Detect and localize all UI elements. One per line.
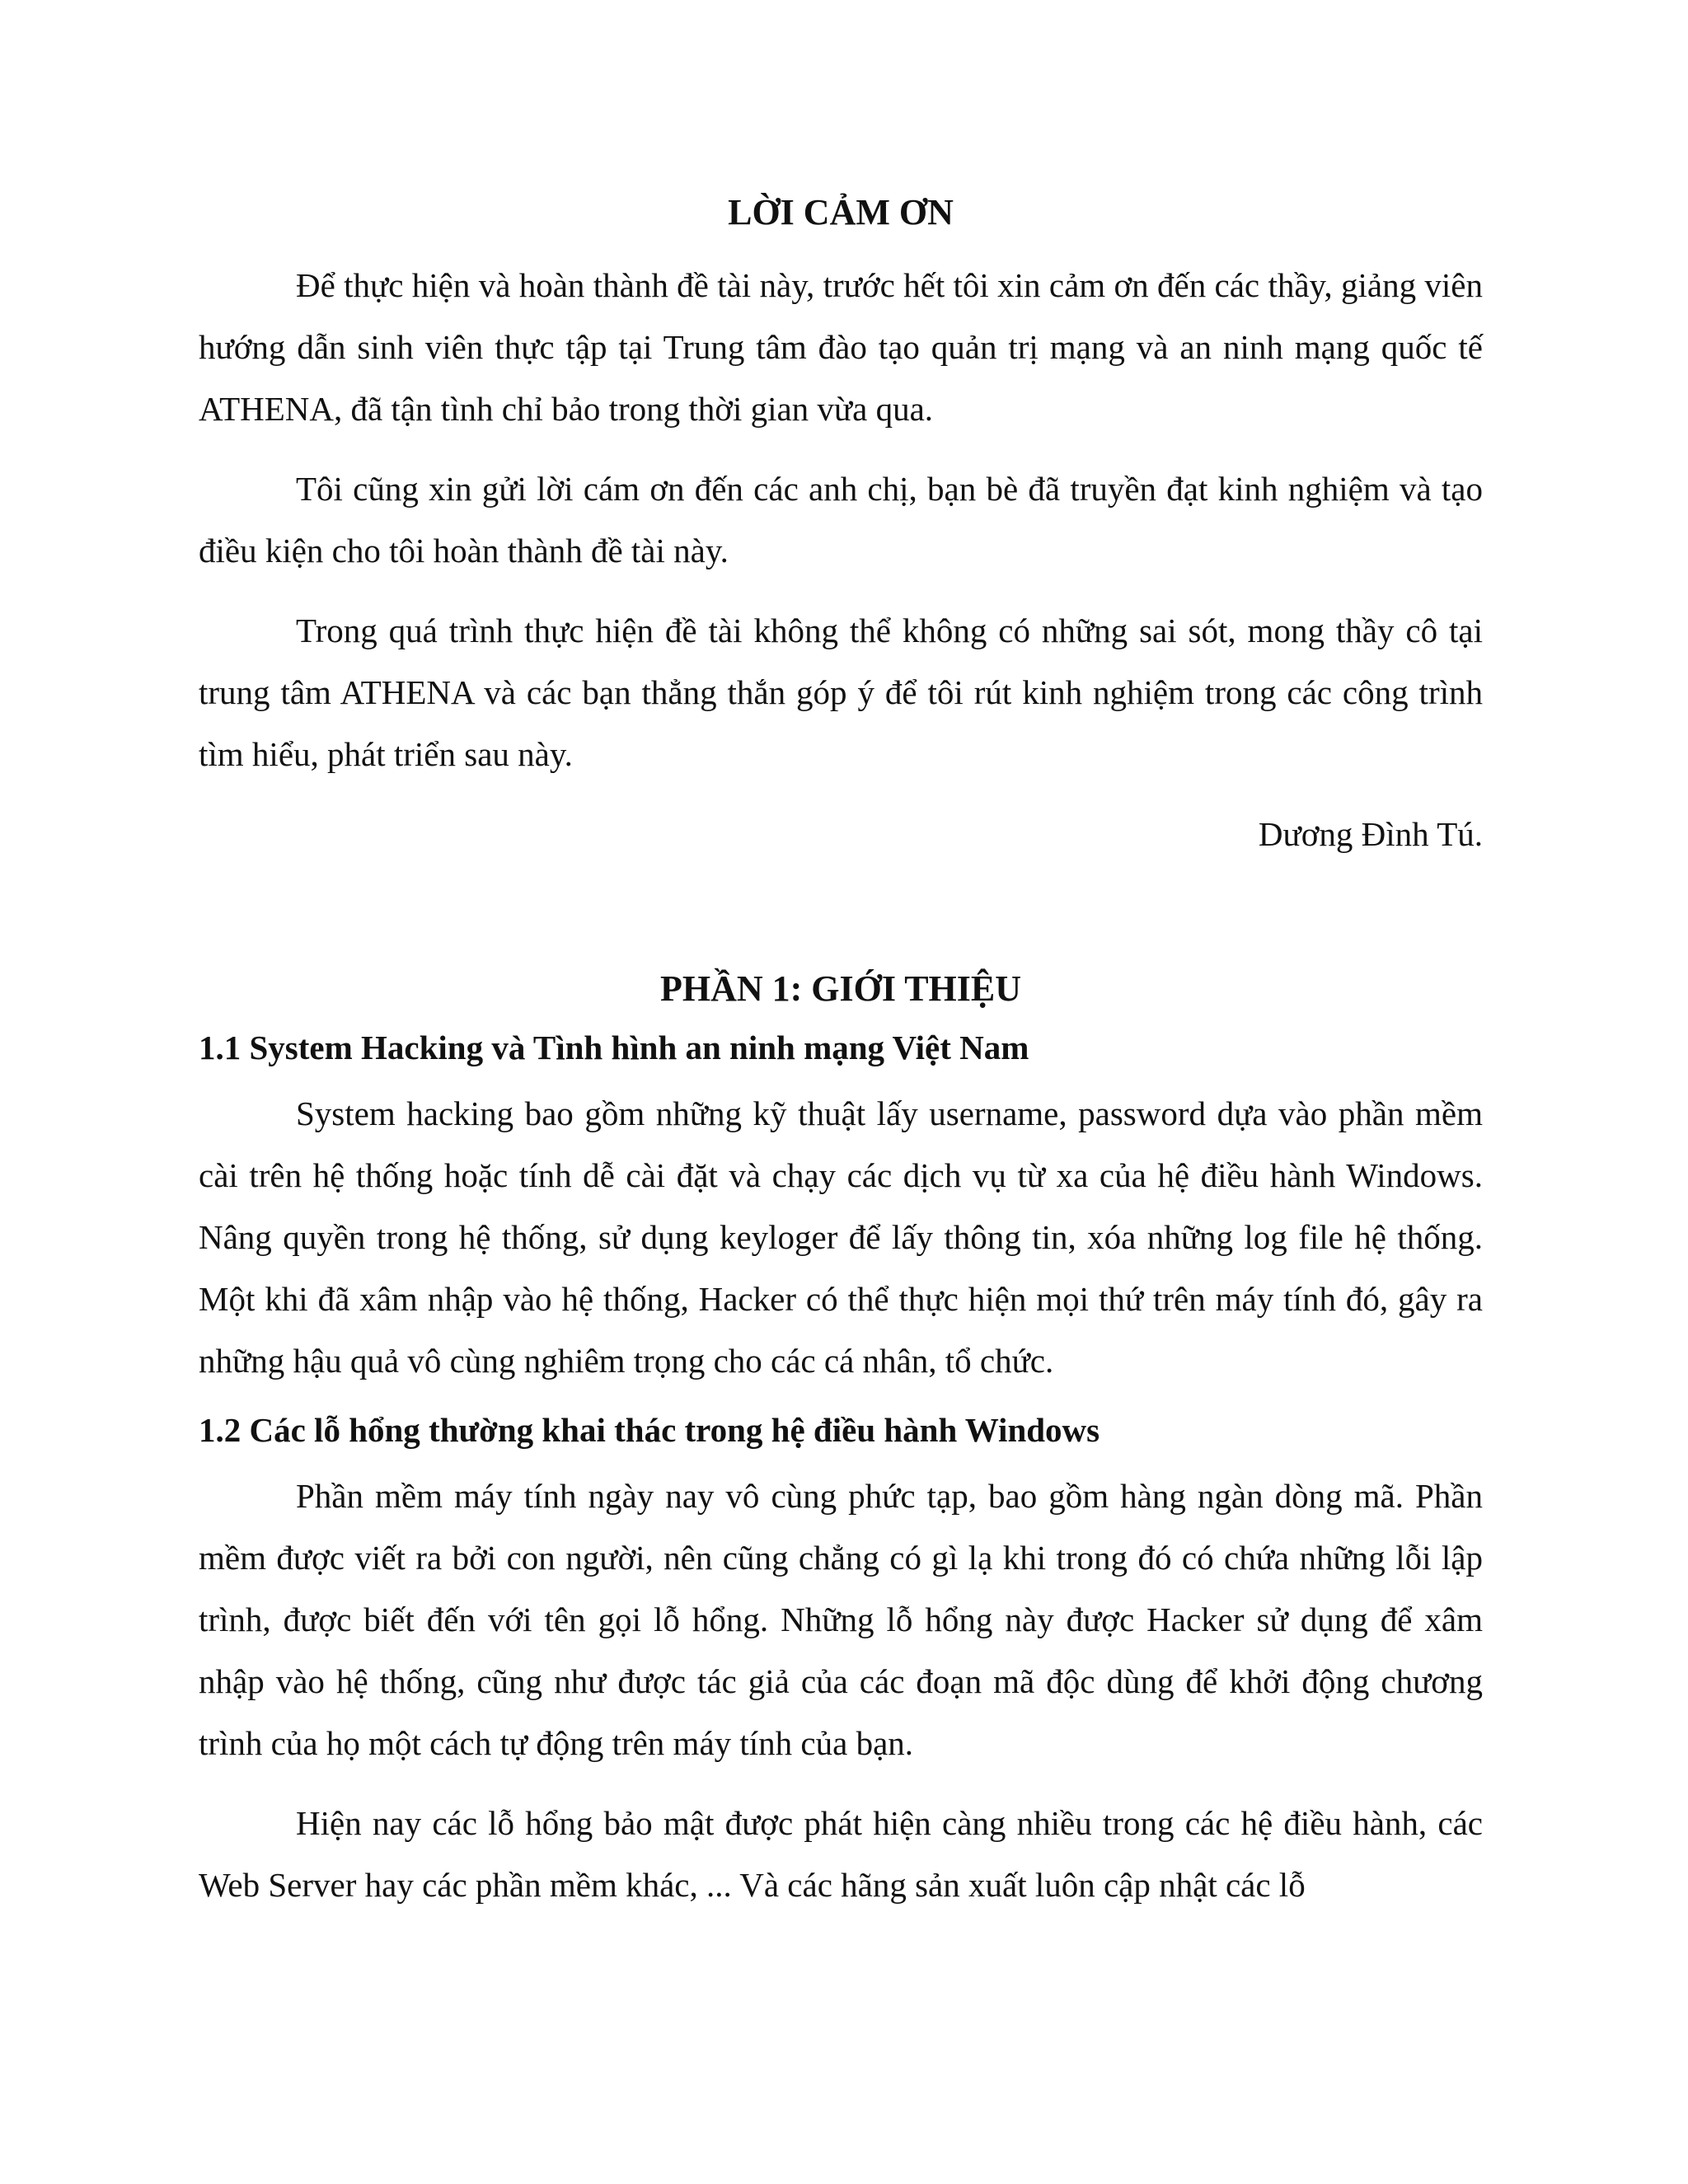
- acknowledgement-paragraph: Trong quá trình thực hiện đề tài không thể không có những sai sót, mong thầy cô tại trung tâm ATHENA và các bạn thẳng thắn góp ý để tôi rút kinh nghiệm trong các công trình tìm hiểu, phát triển sau này.: [199, 611, 1483, 773]
- part-title: PHẦN 1: GIỚI THIỆU: [659, 968, 1022, 1009]
- section-heading: 1.2 Các lỗ hổng thường khai thác trong hệ điều hành Windows: [199, 1410, 1100, 1449]
- section-paragraph: Hiện nay các lỗ hổng bảo mật được phát hiện càng nhiều trong các hệ điều hành, các Web Server hay các phần mềm khác, ... Và các hãng sản xuất luôn cập nhật các lỗ: [199, 1803, 1483, 1904]
- acknowledgement-paragraph: Tôi cũng xin gửi lời cám ơn đến các anh chị, bạn bè đã truyền đạt kinh nghiệm và tạo điều kiện cho tôi hoàn thành đề tài này.: [199, 469, 1483, 569]
- section-heading: 1.1 System Hacking và Tình hình an ninh mạng Việt Nam: [199, 1028, 1029, 1066]
- author-signature: Dương Đình Tú.: [1258, 814, 1483, 853]
- document-content: [199, 181, 1483, 1934]
- acknowledgement-title: LỜI CẢM ƠN: [728, 192, 954, 232]
- section-paragraph: Phần mềm máy tính ngày nay vô cùng phức tạp, bao gồm hàng ngàn dòng mã. Phần mềm được viết ra bởi con người, nên cũng chẳng có gì lạ khi trong đó có chứa những lỗi lập trình, được biết đến với tên gọi lỗ hổng. Những lỗ hổng này được Hacker sử dụng để xâm nhập vào hệ thống, cũng như được tác giả của các đoạn mã độc dùng để khởi động chương trình của họ một cách tự động trên máy tính của bạn.: [199, 1476, 1483, 1762]
- section-paragraph: System hacking bao gồm những kỹ thuật lấy username, password dựa vào phần mềm cài trên hệ thống hoặc tính dễ cài đặt và chạy các dịch vụ từ xa của hệ điều hành Windows. Nâng quyền trong hệ thống, sử dụng keyloger để lấy thông tin, xóa những log file hệ thống. Một khi đã xâm nhập vào hệ thống, Hacker có thể thực hiện mọi thứ trên máy tính đó, gây ra những hậu quả vô cùng nghiêm trọng cho các cá nhân, tổ chức.: [199, 1094, 1483, 1380]
- acknowledgement-paragraph: Để thực hiện và hoàn thành đề tài này, trước hết tôi xin cảm ơn đến các thầy, giảng viên hướng dẫn sinh viên thực tập tại Trung tâm đào tạo quản trị mạng và an ninh mạng quốc tế ATHENA, đã tận tình chỉ bảo trong thời gian vừa qua.: [199, 265, 1483, 428]
